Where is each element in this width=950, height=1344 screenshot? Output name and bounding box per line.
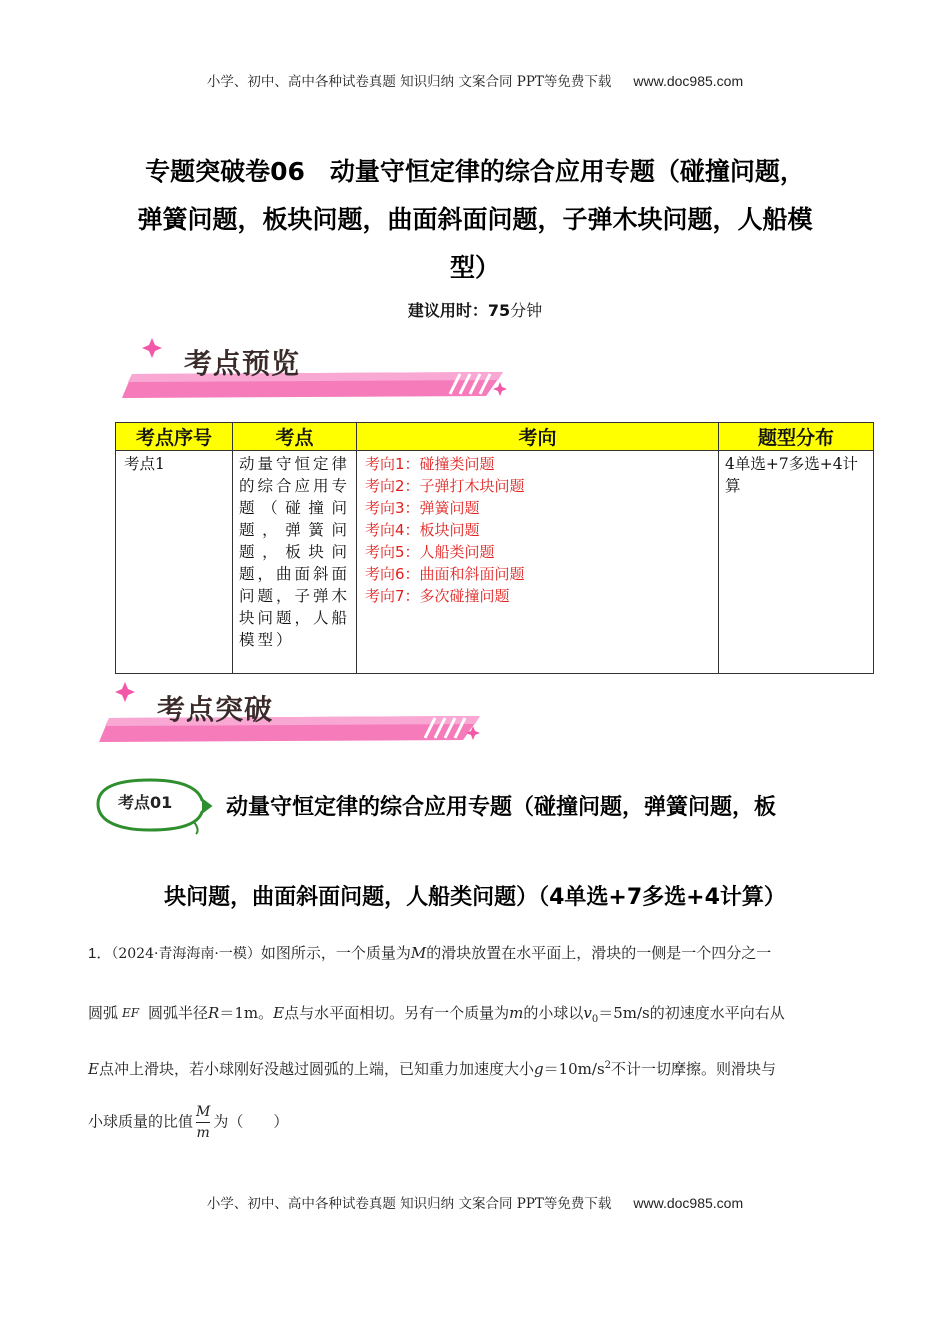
page-title (70, 148, 880, 292)
title-line-3: 型） (449, 253, 500, 282)
direction-item: 考向1：碰撞类问题 (365, 455, 495, 473)
fraction-M-over-m (196, 1104, 210, 1141)
banner-breakthrough-label: 考点突破 (157, 693, 274, 726)
direction-item: 考向4：板块问题 (365, 521, 480, 539)
question-text: ＝1m。 (219, 1004, 274, 1022)
cell-distribution: 4单选+7多选+4计算 (719, 451, 874, 674)
section-badge-label: 考点01 (118, 793, 173, 812)
title-line-1: 专题突破卷06 动量守恒定律的综合应用专题（碰撞问题， (145, 157, 805, 186)
direction-item: 考向7：多次碰撞问题 (365, 587, 510, 605)
var-v0: v (583, 1004, 592, 1022)
suggested-duration (0, 298, 950, 321)
fraction-bar (196, 1122, 210, 1123)
banner-preview-label: 考点预览 (184, 347, 301, 380)
question-text: 的滑块放置在水平面上，滑块的一侧是一个四分之一 (426, 944, 772, 962)
page-footer (0, 1192, 950, 1212)
section-title-line-1: 动量守恒定律的综合应用专题（碰撞问题，弹簧问题，板 (226, 795, 777, 820)
question-1-line-2 (88, 1002, 868, 1025)
var-v0-sub: 0 (591, 1014, 599, 1025)
var-EF: EF (122, 1006, 140, 1020)
footer-text: 小学、初中、高中各种试卷真题 知识归纳 文案合同 PPT等免费下载 (206, 1196, 612, 1212)
question-text: ＝10m/s (543, 1060, 605, 1078)
direction-item: 考向2：子弹打木块问题 (365, 477, 525, 495)
question-1-line-4 (88, 1104, 868, 1141)
section-title-line-2: 块问题，曲面斜面问题，人船类问题）（4单选+7多选+4计算） (164, 885, 786, 910)
var-m: m (509, 1004, 524, 1022)
var-E: E (88, 1060, 99, 1078)
question-text: 圆弧半径 (148, 1004, 209, 1022)
question-1-line-3 (88, 1058, 868, 1079)
footer-site-link[interactable]: www.doc985.com (633, 1195, 744, 1211)
duration-unit: 分钟 (510, 301, 543, 320)
question-text: 不计一切摩擦。则滑块与 (611, 1060, 777, 1078)
direction-item: 考向6：曲面和斜面问题 (365, 565, 525, 583)
direction-item: 考向5：人船类问题 (365, 543, 495, 561)
question-source: （2024·青海海南·一模） (111, 946, 261, 962)
cell-directions (357, 451, 719, 674)
question-text: 小球质量的比值 (88, 1112, 194, 1131)
banner-decoration-icon (118, 330, 518, 405)
section-badge (90, 776, 215, 840)
question-1-line-1 (88, 942, 868, 963)
duration-value: 75 (487, 301, 511, 320)
header-direction: 考向 (357, 423, 719, 451)
question-text: 圆弧 (88, 1004, 119, 1022)
var-E: E (273, 1004, 285, 1022)
header-distribution: 题型分布 (719, 423, 874, 451)
header-site-link[interactable]: www.doc985.com (633, 73, 744, 89)
var-R: R (208, 1004, 220, 1022)
question-number: 1． (88, 945, 112, 962)
cell-topic: 动量守恒定律的综合应用专题（碰撞问题，弹簧问题，板块问题，曲面斜面问题，子弹木块问题，人船模型） (233, 451, 357, 674)
question-text: 的小球以 (523, 1004, 584, 1022)
header-text: 小学、初中、高中各种试卷真题 知识归纳 文案合同 PPT等免费下载 (206, 74, 612, 90)
question-text: 点与水平面相切。另有一个质量为 (284, 1004, 510, 1022)
cell-number: 考点1 (116, 451, 233, 674)
header-number: 考点序号 (116, 423, 233, 451)
header-topic: 考点 (233, 423, 357, 451)
table-row (116, 451, 874, 674)
direction-item: 考向3：弹簧问题 (365, 499, 480, 517)
banner-decoration-icon (95, 678, 495, 753)
banner-breakthrough (95, 678, 495, 753)
question-text: ＝5m/s的初速度水平向右从 (598, 1004, 785, 1022)
question-text: 点冲上滑块，若小球刚好没越过圆弧的上端，已知重力加速度大小 (98, 1060, 534, 1078)
question-text: 为（ ） (213, 1112, 289, 1131)
table-header-row (116, 423, 874, 451)
question-text: 如图所示，一个质量为 (260, 944, 411, 962)
title-line-2: 弹簧问题，板块问题，曲面斜面问题，子弹木块问题，人船模 (137, 205, 813, 234)
fraction-denominator: m (196, 1125, 210, 1141)
var-g: g (533, 1060, 544, 1078)
page-header (0, 70, 950, 90)
overview-table (115, 422, 874, 674)
superscript-2: 2 (604, 1060, 612, 1071)
var-M: M (410, 944, 427, 962)
banner-preview (118, 330, 518, 405)
fraction-numerator: M (196, 1104, 211, 1120)
duration-label: 建议用时： (407, 301, 488, 320)
